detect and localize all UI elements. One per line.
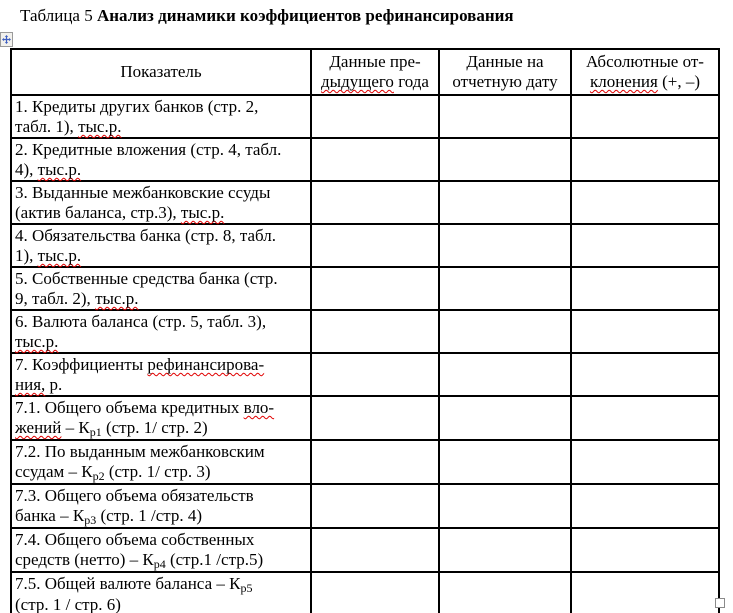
report-date-value-cell[interactable] — [439, 95, 571, 138]
text-run: (актив баланса, стр.3), — [15, 203, 181, 222]
misspelled-text: тыс.р. — [180, 203, 225, 222]
abs-deviation-value-cell[interactable] — [571, 396, 719, 440]
text-run: средств (нетто) – К — [15, 550, 154, 569]
report-date-value-cell[interactable] — [439, 138, 571, 181]
table-move-handle[interactable] — [0, 32, 13, 47]
misspelled-text: рефинансирова- — [147, 355, 265, 374]
cell-line — [15, 246, 308, 266]
table-row — [11, 224, 719, 267]
abs-deviation-value-cell[interactable] — [571, 224, 719, 267]
cell-line — [15, 269, 308, 289]
prev-year-value-cell[interactable] — [311, 267, 439, 310]
text-run: (+, –) — [657, 72, 701, 91]
cell-line — [13, 62, 309, 82]
indicator-cell[interactable] — [11, 484, 311, 528]
indicator-cell[interactable] — [11, 224, 311, 267]
text-run: ссудам – К — [15, 462, 93, 481]
prev-year-value-cell[interactable] — [311, 572, 439, 613]
subscript-text: р2 — [92, 469, 105, 483]
text-run: Данные пре- — [329, 52, 421, 71]
cell-line — [441, 72, 569, 92]
abs-deviation-value-cell[interactable] — [571, 138, 719, 181]
cell-line — [15, 226, 308, 246]
cell-line — [15, 595, 308, 613]
report-date-value-cell[interactable] — [439, 440, 571, 484]
prev-year-value-cell[interactable] — [311, 528, 439, 572]
header-row — [11, 49, 719, 95]
misspelled-text: тыс.р. — [78, 117, 122, 136]
cell-line — [15, 462, 308, 483]
misspelled-text: тыс.р. — [37, 246, 82, 265]
abs-deviation-value-cell[interactable] — [571, 528, 719, 572]
cell-line — [15, 506, 308, 527]
cell-line — [15, 550, 308, 571]
cell-line — [15, 332, 308, 352]
table-caption-number: Таблица 5 — [20, 6, 97, 25]
cell-line — [15, 398, 308, 418]
indicator-cell[interactable] — [11, 528, 311, 572]
cell-line — [15, 117, 308, 137]
text-run: 7.5. Общей валюте баланса – К — [15, 574, 241, 593]
four-way-arrow-icon — [2, 35, 11, 44]
subscript-text: р5 — [240, 581, 253, 595]
cell-line — [15, 203, 308, 223]
text-run: 1), — [15, 246, 38, 265]
header-cell-report-date[interactable] — [439, 49, 571, 95]
table-caption — [20, 5, 514, 26]
table-row — [11, 484, 719, 528]
report-date-value-cell[interactable] — [439, 484, 571, 528]
report-date-value-cell[interactable] — [439, 267, 571, 310]
text-run: 1. Кредиты других банков (стр. 2, — [15, 97, 259, 116]
table-resize-handle[interactable] — [715, 598, 725, 608]
text-run: 7.4. Общего объема собственных — [15, 530, 255, 549]
text-run: 9, табл. 2), — [15, 289, 96, 308]
subscript-text: р3 — [84, 513, 97, 527]
abs-deviation-value-cell[interactable] — [571, 95, 719, 138]
report-date-value-cell[interactable] — [439, 181, 571, 224]
text-run: – К — [61, 418, 90, 437]
cell-line — [15, 574, 308, 595]
cell-line — [573, 72, 717, 92]
indicator-cell[interactable] — [11, 267, 311, 310]
text-run: 4. Обязательства банка (стр. 8, табл. — [15, 226, 277, 245]
misspelled-text: вло- — [243, 398, 275, 417]
misspelled-text: клонения — [589, 72, 658, 91]
prev-year-value-cell[interactable] — [311, 181, 439, 224]
text-run: 6. Валюта баланса (стр. 5, табл. 3), — [15, 312, 267, 331]
cell-line — [15, 486, 308, 506]
header-cell-indicator[interactable] — [11, 49, 311, 95]
report-date-value-cell[interactable] — [439, 396, 571, 440]
header-cell-prev-year[interactable] — [311, 49, 439, 95]
subscript-text: р4 — [153, 557, 166, 571]
indicator-cell[interactable] — [11, 181, 311, 224]
abs-deviation-value-cell[interactable] — [571, 181, 719, 224]
prev-year-value-cell[interactable] — [311, 310, 439, 353]
text-run: 7. Коэффициенты — [15, 355, 148, 374]
table-row — [11, 528, 719, 572]
prev-year-value-cell[interactable] — [311, 396, 439, 440]
table-row — [11, 440, 719, 484]
text-run: (стр. 1 /стр. 4) — [96, 506, 203, 525]
abs-deviation-value-cell[interactable] — [571, 310, 719, 353]
indicator-cell[interactable] — [11, 440, 311, 484]
abs-deviation-value-cell[interactable] — [571, 267, 719, 310]
misspelled-text: тыс.р. — [95, 289, 139, 308]
cell-line — [15, 442, 308, 462]
misspelled-text: ния, — [15, 375, 46, 394]
report-date-value-cell[interactable] — [439, 224, 571, 267]
cell-line — [15, 312, 308, 332]
cell-line — [15, 418, 308, 439]
table-row — [11, 396, 719, 440]
text-run: р. — [45, 375, 63, 394]
text-run: (стр. 1/ стр. 2) — [101, 418, 208, 437]
misspelled-text: жений — [15, 418, 62, 437]
indicator-cell[interactable] — [11, 95, 311, 138]
indicator-cell[interactable] — [11, 572, 311, 613]
indicator-cell[interactable] — [11, 310, 311, 353]
cell-line — [441, 52, 569, 72]
table-row — [11, 95, 719, 138]
cell-line — [15, 183, 308, 203]
report-date-value-cell[interactable] — [439, 528, 571, 572]
misspelled-text: дыдущего — [321, 72, 394, 91]
prev-year-value-cell[interactable] — [311, 484, 439, 528]
indicator-cell[interactable] — [11, 138, 311, 181]
text-run: Абсолютные от- — [586, 52, 704, 71]
text-run: Данные на — [466, 52, 544, 71]
text-run: табл. 1), — [15, 117, 79, 136]
misspelled-text: тыс.р. — [15, 332, 59, 351]
prev-year-value-cell[interactable] — [311, 95, 439, 138]
text-run: (стр. 1 / стр. 6) — [15, 595, 121, 613]
indicator-cell[interactable] — [11, 353, 311, 396]
table-row — [11, 138, 719, 181]
text-run: 7.2. По выданным межбанковским — [15, 442, 265, 461]
text-run: 7.3. Общего объема обязательств — [15, 486, 254, 505]
text-run: 4), — [15, 160, 38, 179]
prev-year-value-cell[interactable] — [311, 440, 439, 484]
header-cell-abs-deviation[interactable] — [571, 49, 719, 95]
text-run: 2. Кредитные вложения (стр. 4, табл. — [15, 140, 282, 159]
table-row — [11, 267, 719, 310]
prev-year-value-cell[interactable] — [311, 353, 439, 396]
table-row — [11, 181, 719, 224]
cell-line — [15, 530, 308, 550]
prev-year-value-cell[interactable] — [311, 224, 439, 267]
abs-deviation-value-cell[interactable] — [571, 572, 719, 613]
abs-deviation-value-cell[interactable] — [571, 440, 719, 484]
cell-line — [15, 140, 308, 160]
text-run: отчетную дату — [452, 72, 558, 91]
cell-line — [15, 355, 308, 375]
table-row — [11, 353, 719, 396]
table-row — [11, 310, 719, 353]
table-body — [11, 95, 719, 613]
text-run: Показатель — [120, 62, 202, 81]
table-caption-title: Анализ динамики коэффициентов рефинансирования — [96, 6, 514, 25]
cell-line — [313, 52, 437, 72]
abs-deviation-value-cell[interactable] — [571, 353, 719, 396]
text-run: (стр.1 /стр.5) — [165, 550, 264, 569]
prev-year-value-cell[interactable] — [311, 138, 439, 181]
table-row — [11, 572, 719, 613]
refinancing-analysis-table — [10, 48, 720, 613]
cell-line — [15, 375, 308, 395]
report-date-value-cell[interactable] — [439, 310, 571, 353]
cell-line — [15, 97, 308, 117]
cell-line — [15, 289, 308, 309]
misspelled-text: тыс.р. — [37, 160, 82, 179]
text-run: 3. Выданные межбанковские ссуды — [15, 183, 271, 202]
abs-deviation-value-cell[interactable] — [571, 484, 719, 528]
text-run: 5. Собственные средства банка (стр. — [15, 269, 278, 288]
text-run: (стр. 1/ стр. 3) — [104, 462, 211, 481]
cell-line — [313, 72, 437, 92]
text-run: года — [393, 72, 429, 91]
subscript-text: р1 — [89, 425, 102, 439]
text-run: 7.1. Общего объема кредитных — [15, 398, 244, 417]
indicator-cell[interactable] — [11, 396, 311, 440]
cell-line — [15, 160, 308, 180]
text-run: банка – К — [15, 506, 85, 525]
report-date-value-cell[interactable] — [439, 572, 571, 613]
report-date-value-cell[interactable] — [439, 353, 571, 396]
cell-line — [573, 52, 717, 72]
